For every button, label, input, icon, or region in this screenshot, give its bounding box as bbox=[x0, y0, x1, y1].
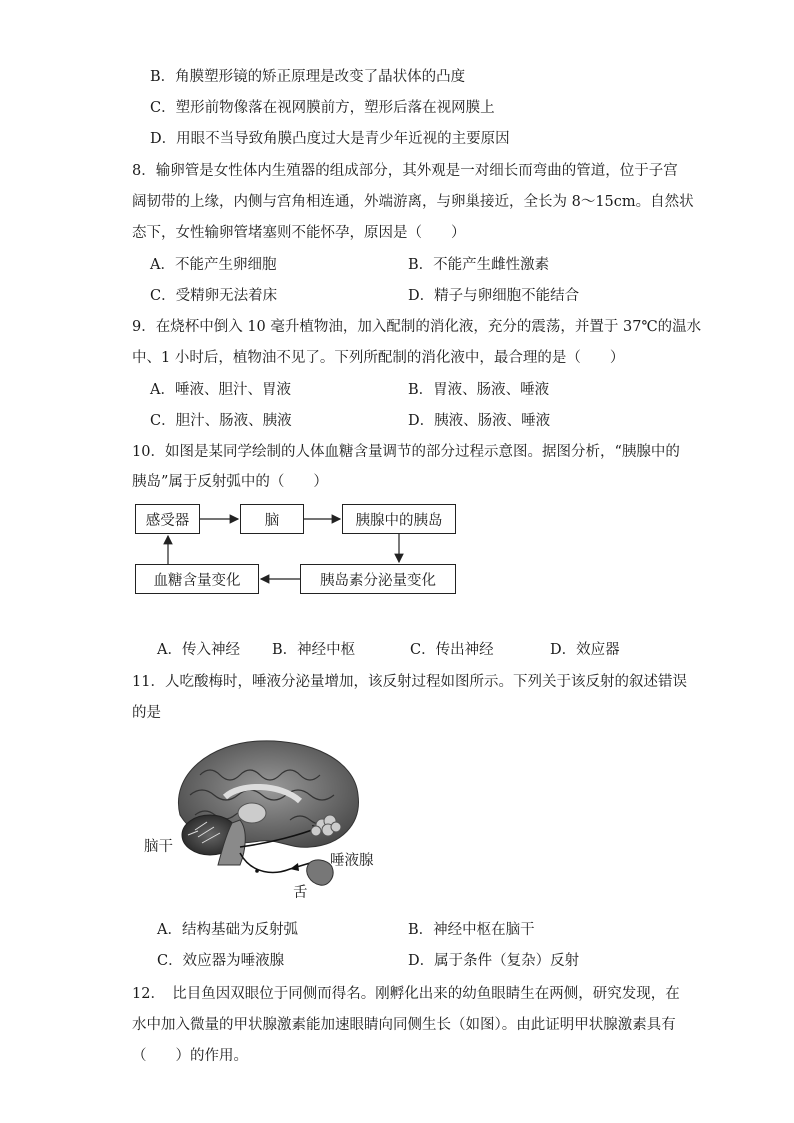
q11-option-b: B．神经中枢在脑干 bbox=[408, 922, 535, 938]
q10-option-b: B．神经中枢 bbox=[272, 642, 356, 658]
q9-option-c: C．胆汁、肠液、胰液 bbox=[150, 413, 292, 429]
q7-option-d: D．用眼不当导致角膜凸度过大是青少年近视的主要原因 bbox=[150, 131, 510, 147]
label-salivary-gland: 唾液腺 bbox=[330, 853, 374, 869]
label-brainstem: 脑干 bbox=[144, 839, 173, 855]
label-tongue: 舌 bbox=[293, 885, 308, 901]
q8-stem-line1: 8．输卵管是女性体内生殖器的组成部分，其外观是一对细长而弯曲的管道，位于子宫 bbox=[132, 163, 678, 179]
q11-option-a: A．结构基础为反射弧 bbox=[157, 922, 298, 938]
flow-box-glucose: 血糖含量变化 bbox=[135, 564, 259, 594]
q11-option-d: D．属于条件（复杂）反射 bbox=[408, 953, 580, 969]
q8-option-a: A．不能产生卵细胞 bbox=[150, 257, 277, 273]
q8-option-c: C．受精卵无法着床 bbox=[150, 288, 278, 304]
q10-option-a: A．传入神经 bbox=[157, 642, 240, 658]
brain-illustration bbox=[140, 735, 400, 905]
q8-stem-line2: 阔韧带的上缘，内侧与宫角相连通，外端游离，与卵巢接近，全长为 8～15cm。自然状 bbox=[132, 194, 694, 210]
flow-box-islet: 胰腺中的胰岛 bbox=[342, 504, 456, 534]
q12-stem-line2: 水中加入微量的甲状腺激素能加速眼睛向同侧生长（如图）。由此证明甲状腺激素具有 bbox=[132, 1017, 676, 1033]
q8-stem-line3: 态下，女性输卵管堵塞则不能怀孕，原因是（ ） bbox=[132, 225, 466, 241]
q11-brain-figure bbox=[140, 735, 400, 905]
q10-stem-line2: 胰岛”属于反射弧中的（ ） bbox=[132, 474, 328, 490]
flow-box-receptor: 感受器 bbox=[135, 504, 200, 534]
q10-option-c: C．传出神经 bbox=[410, 642, 494, 658]
q9-stem-line2: 中、1 小时后，植物油不见了。下列所配制的消化液中，最合理的是（ ） bbox=[132, 350, 625, 366]
q9-stem-line1: 9．在烧杯中倒入 10 毫升植物油，加入配制的消化液，充分的震荡，并置于 37℃的温水 bbox=[132, 319, 702, 335]
q7-option-b: B．角膜塑形镜的矫正原理是改变了晶状体的凸度 bbox=[150, 69, 466, 85]
q7-option-c: C．塑形前物像落在视网膜前方，塑形后落在视网膜上 bbox=[150, 100, 495, 116]
q9-option-a: A．唾液、胆汁、胃液 bbox=[150, 382, 291, 398]
q9-option-d: D．胰液、肠液、唾液 bbox=[408, 413, 551, 429]
q10-option-d: D．效应器 bbox=[550, 642, 620, 658]
q11-stem-line1: 11．人吃酸梅时，唾液分泌量增加，该反射过程如图所示。下列关于该反射的叙述错误 bbox=[132, 674, 687, 690]
q8-option-d: D．精子与卵细胞不能结合 bbox=[408, 288, 580, 304]
q11-stem-line2: 的是 bbox=[132, 705, 161, 721]
q8-option-b: B．不能产生雌性激素 bbox=[408, 257, 550, 273]
q11-option-c: C．效应器为唾液腺 bbox=[157, 953, 285, 969]
q9-option-b: B．胃液、肠液、唾液 bbox=[408, 382, 550, 398]
flow-box-insulin: 胰岛素分泌量变化 bbox=[300, 564, 456, 594]
q12-stem-line3: （ ）的作用。 bbox=[132, 1048, 248, 1064]
flow-box-brain: 脑 bbox=[240, 504, 304, 534]
q12-stem-line1: 12． 比目鱼因双眼位于同侧而得名。刚孵化出来的幼鱼眼睛生在两侧，研究发现，在 bbox=[132, 986, 680, 1002]
q10-stem-line1: 10．如图是某同学绘制的人体血糖含量调节的部分过程示意图。据图分析，“胰腺中的 bbox=[132, 444, 680, 460]
